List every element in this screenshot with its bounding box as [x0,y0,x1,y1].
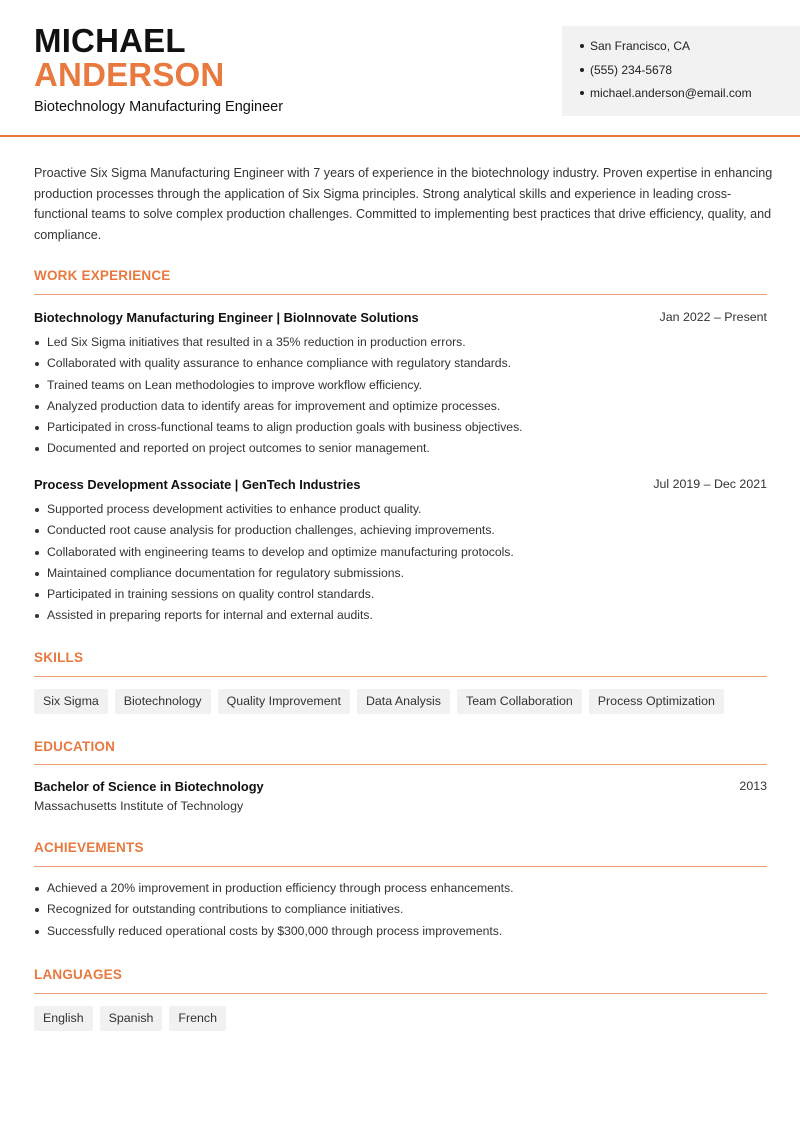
list-item: Documented and reported on project outcomes to senior management. [34,438,767,459]
education-year: 2013 [739,779,767,793]
section-divider [34,866,767,867]
professional-summary: Proactive Six Sigma Manufacturing Engineer with 7 years of experience in the biotechnology industry. Proven expertise in enhancing production processes through the application of Six Sigma principles. Strong analytical skills and experience in leading cross-functional teams to solve complex production challenges. Committed to implementing best practices that drive efficiency, quality, and compliance. [34,166,773,243]
section-title-education: EDUCATION [34,739,116,754]
first-name: MICHAEL [34,22,186,59]
contact-box [562,26,800,116]
list-item: Led Six Sigma initiatives that resulted in a 35% reduction in production errors. [34,332,767,353]
list-item: Analyzed production data to identify areas for improvement and optimize processes. [34,396,767,417]
section-divider [34,294,767,295]
list-item: Participated in training sessions on quality control standards. [34,584,767,605]
job-heading: Process Development Associate | GenTech Industries [34,477,361,492]
contact-location: San Francisco, CA [580,39,690,53]
section-title-work-experience: WORK EXPERIENCE [34,268,171,283]
contact-email[interactable]: michael.anderson@email.com [580,86,752,100]
skill-tag: Biotechnology [115,689,211,714]
contact-phone: (555) 234-5678 [580,63,672,77]
section-divider [34,993,767,994]
last-name: ANDERSON [34,56,225,93]
list-item: Achieved a 20% improvement in production efficiency through process enhancements. [34,878,767,899]
language-tag: Spanish [100,1006,163,1031]
section-title-achievements: ACHIEVEMENTS [34,840,144,855]
list-item: Maintained compliance documentation for regulatory submissions. [34,563,767,584]
language-tag: English [34,1006,93,1031]
job-dates: Jul 2019 – Dec 2021 [653,477,767,491]
section-title-skills: SKILLS [34,650,84,665]
resume-header [0,0,800,137]
achievements-list [34,878,767,942]
list-item: Collaborated with engineering teams to develop and optimize manufacturing protocols. [34,542,767,563]
skill-tag: Quality Improvement [218,689,350,714]
skill-tag: Six Sigma [34,689,108,714]
job-title: Biotechnology Manufacturing Engineer [34,99,284,115]
skill-tag: Team Collaboration [457,689,582,714]
skill-tag: Data Analysis [357,689,450,714]
languages-list [34,1006,226,1031]
job-dates: Jan 2022 – Present [659,310,767,324]
section-divider [34,676,767,677]
list-item: Conducted root cause analysis for production challenges, achieving improvements. [34,520,767,541]
skills-list [34,689,724,714]
job-heading: Biotechnology Manufacturing Engineer | BioInnovate Solutions [34,310,419,325]
list-item: Collaborated with quality assurance to enhance compliance with regulatory standards. [34,353,767,374]
section-divider [34,764,767,765]
job-bullets [34,499,767,627]
list-item: Trained teams on Lean methodologies to improve workflow efficiency. [34,375,767,396]
list-item: Assisted in preparing reports for internal and external audits. [34,605,767,626]
education-degree: Bachelor of Science in Biotechnology [34,779,264,794]
skill-tag: Process Optimization [589,689,724,714]
list-item: Recognized for outstanding contributions to compliance initiatives. [34,899,767,920]
language-tag: French [169,1006,226,1031]
list-item: Successfully reduced operational costs by $300,000 through process improvements. [34,921,767,942]
list-item: Participated in cross-functional teams to align production goals with business objectives. [34,417,767,438]
job-bullets [34,332,767,460]
education-school: Massachusetts Institute of Technology [34,799,244,813]
list-item: Supported process development activities to enhance product quality. [34,499,767,520]
section-title-languages: LANGUAGES [34,967,123,982]
